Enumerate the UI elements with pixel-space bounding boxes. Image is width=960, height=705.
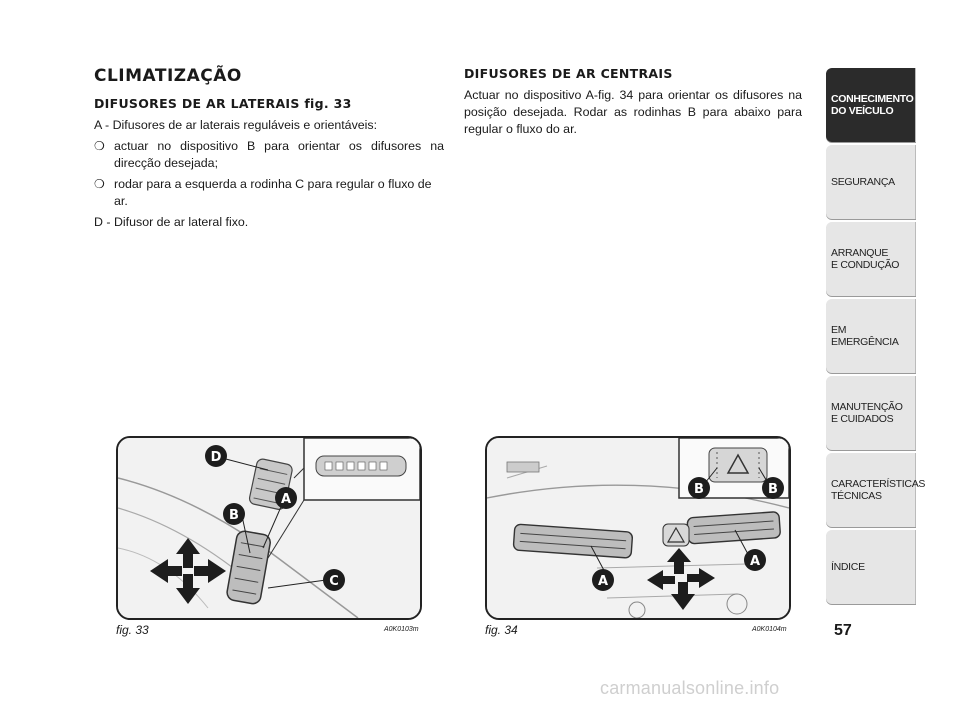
figure-33-illustration (116, 436, 422, 620)
right-column (464, 66, 802, 142)
callout-b: B (768, 482, 778, 497)
chapter-sidebar (826, 68, 926, 607)
figure-34-drawing (487, 438, 789, 618)
callout-a: A (597, 574, 609, 589)
figure-34-code: A0K0104m (752, 626, 787, 633)
bullet-text: rodar para a esquerda a rodinha C para regular o fluxo de ar. (114, 177, 432, 208)
tab-arranque-e-conducao[interactable] (826, 222, 916, 296)
callout-a: A (280, 492, 292, 507)
figure-34-illustration (485, 436, 791, 620)
tab-indice[interactable] (826, 530, 916, 604)
tab-conhecimento-do-veiculo[interactable] (826, 68, 916, 142)
bullet-mark: ❍ (94, 139, 105, 153)
tab-label: CONHECIMENTO DO VEÍCULO (831, 93, 914, 117)
bullet-mark: ❍ (94, 177, 105, 191)
tab-label: EM EMERGÊNCIA (831, 324, 899, 348)
tab-caracteristicas-tecnicas[interactable] (826, 453, 926, 527)
callout-a: A (749, 554, 761, 569)
callout-c: C (329, 574, 339, 589)
tab-label: ARRANQUE E CONDUÇÃO (831, 247, 900, 271)
page-title: CLIMATIZAÇÃO (94, 66, 242, 86)
figure-33-label: fig. 33 (116, 623, 149, 637)
tab-label: ÍNDICE (831, 561, 865, 573)
tab-label: SEGURANÇA (831, 176, 895, 188)
callout-d: D (210, 450, 222, 465)
figure-34-label: fig. 34 (485, 623, 518, 637)
callout-b: B (229, 508, 239, 523)
figure-33-code: A0K0103m (384, 626, 419, 633)
intro-paragraph: A - Difusores de ar laterais reguláveis e orientáveis: (94, 118, 378, 132)
tab-manutencao-e-cuidados[interactable] (826, 376, 916, 450)
tab-label: CARACTERÍSTICAS TÉCNICAS (831, 478, 926, 502)
bullet-item (94, 176, 444, 210)
left-column (94, 66, 444, 235)
outro-paragraph: D - Difusor de ar lateral fixo. (94, 215, 249, 229)
watermark: carmanualsonline.info (600, 678, 780, 698)
section-heading-central: DIFUSORES DE AR CENTRAIS (464, 66, 673, 81)
bullet-item (94, 138, 444, 172)
bullet-text: actuar no dispositivo B para orientar os difusores na direcção desejada; (114, 139, 444, 170)
page-number: 57 (834, 622, 852, 639)
section-heading-lateral: DIFUSORES DE AR LATERAIS fig. 33 (94, 96, 352, 111)
tab-seguranca[interactable] (826, 145, 916, 219)
tab-em-emergencia[interactable] (826, 299, 916, 373)
central-paragraph: Actuar no dispositivo A-fig. 34 para orientar os difusores na posição desejada. Rodar as rodinhas B para abaixo para regular o fluxo do ar. (464, 88, 802, 136)
tab-label: MANUTENÇÃO E CUIDADOS (831, 401, 903, 425)
figure-33-drawing (118, 438, 420, 618)
callout-b: B (694, 482, 704, 497)
